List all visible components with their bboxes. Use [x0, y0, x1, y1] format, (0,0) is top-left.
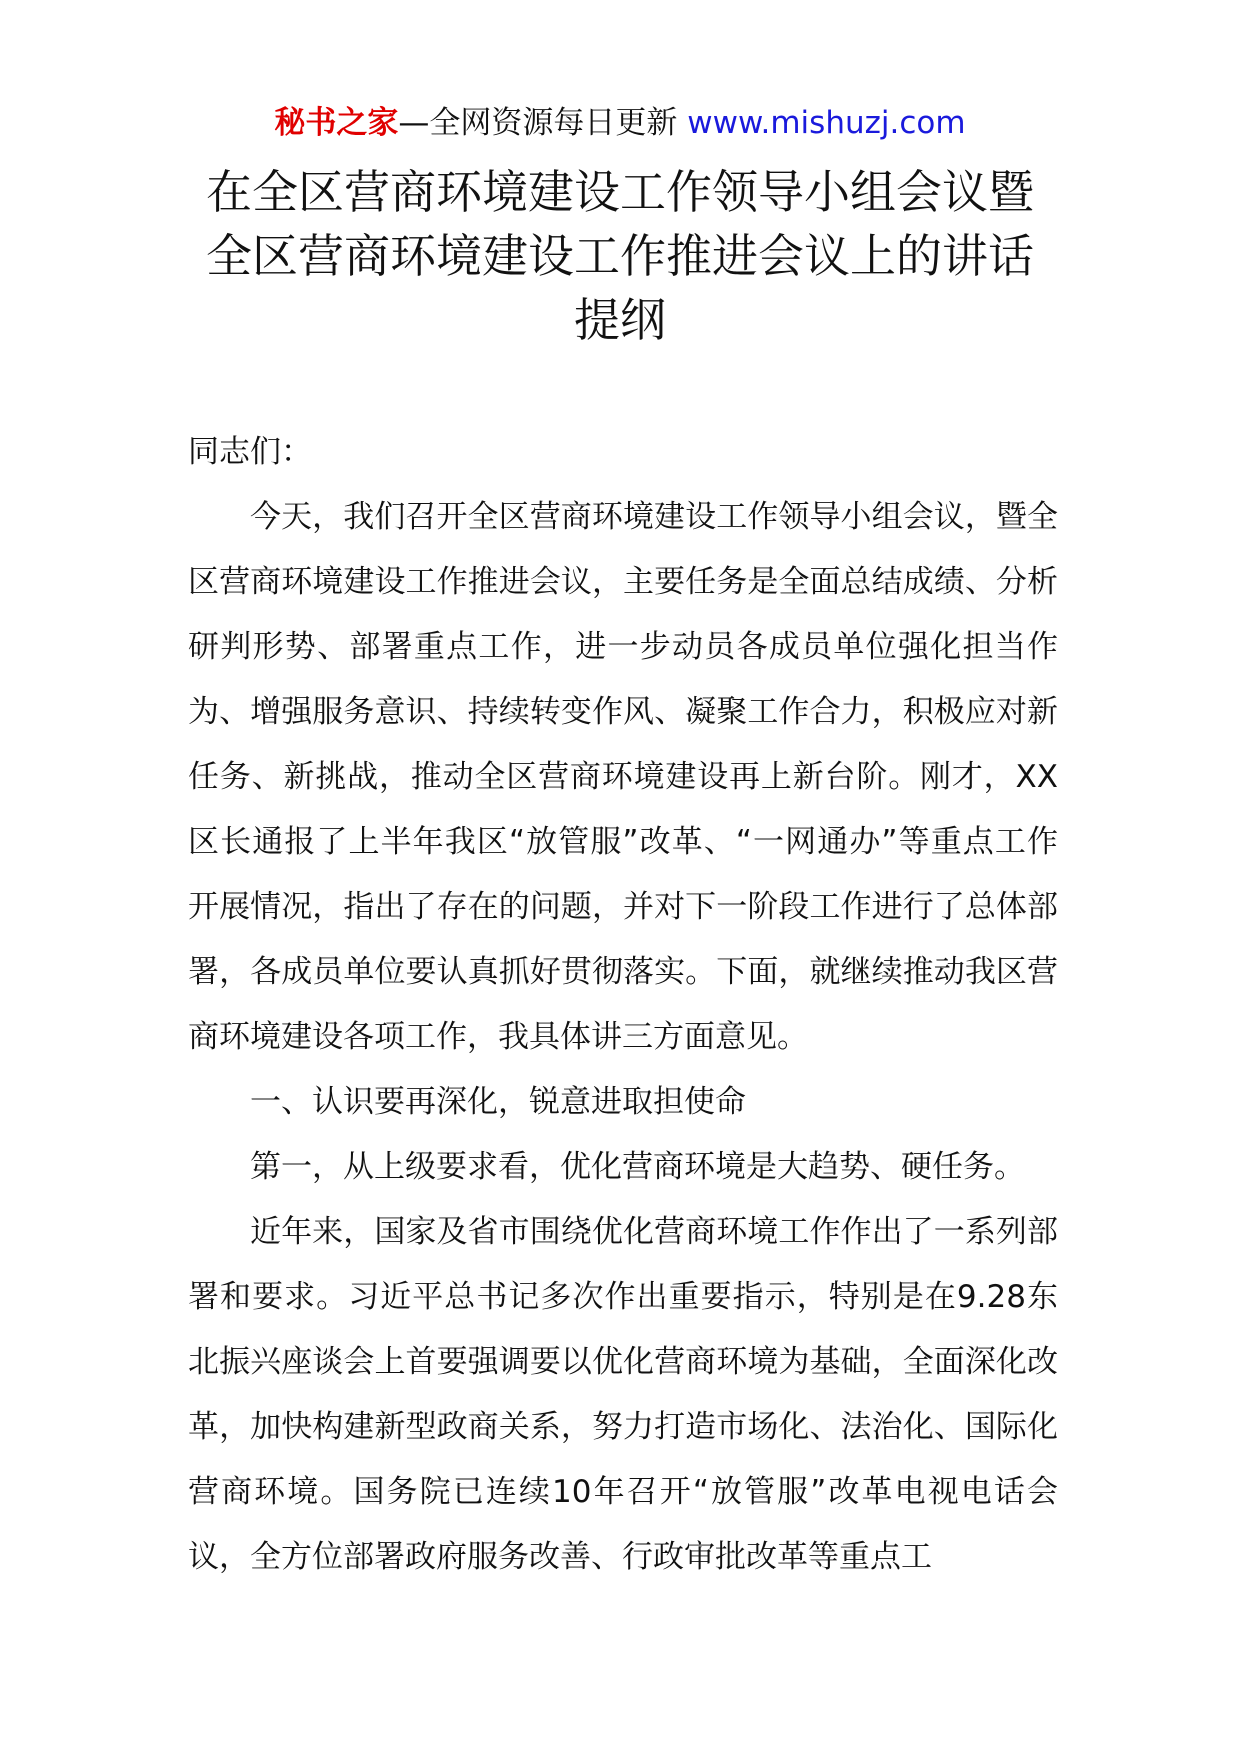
title-line-3: 提纲	[574, 293, 666, 347]
brand-name: 秘书之家	[274, 105, 399, 141]
site-url-link[interactable]: www.mishuzj.com	[687, 105, 966, 141]
document-title	[150, 160, 1090, 352]
document-body	[188, 420, 1058, 1590]
salutation: 同志们：	[188, 434, 312, 470]
header-tagline: —全网资源每日更新	[398, 105, 678, 141]
paragraph-opening: 今天，我们召开全区营商环境建设工作领导小组会议，暨全区营商环境建设工作推进会议，主要任务是全面总结成绩、分析研判形势、部署重点工作，进一步动员各成员单位强化担当作为、增强服务意识、持续转变作风、凝聚工作合力，积极应对新任务、新挑战，推动全区营商环境建设再上新台阶。刚才，XX区长通报了上半年我区“放管服”改革、“一网通办”等重点工作开展情况，指出了存在的问题，并对下一阶段工作进行了总体部署，各成员单位要认真抓好贯彻落实。下面，就继续推动我区营商环境建设各项工作，我具体讲三方面意见。	[188, 499, 1058, 1055]
subheading-first: 第一，从上级要求看，优化营商环境是大趋势、硬任务。	[250, 1149, 1025, 1185]
site-header	[0, 98, 1240, 148]
title-line-1: 在全区营商环境建设工作领导小组会议暨	[206, 165, 1034, 219]
section-heading-1: 一、认识要再深化，锐意进取担使命	[250, 1084, 746, 1120]
title-line-2: 全区营商环境建设工作推进会议上的讲话	[206, 229, 1034, 283]
paragraph-recent-years: 近年来，国家及省市围绕优化营商环境工作作出了一系列部署和要求。习近平总书记多次作出重要指示，特别是在9.28东北振兴座谈会上首要强调要以优化营商环境为基础，全面深化改革，加快构建新型政商关系，努力打造市场化、法治化、国际化营商环境。国务院已连续10年召开“放管服”改革电视电话会议，全方位部署政府服务改善、行政审批改革等重点工	[188, 1214, 1058, 1575]
